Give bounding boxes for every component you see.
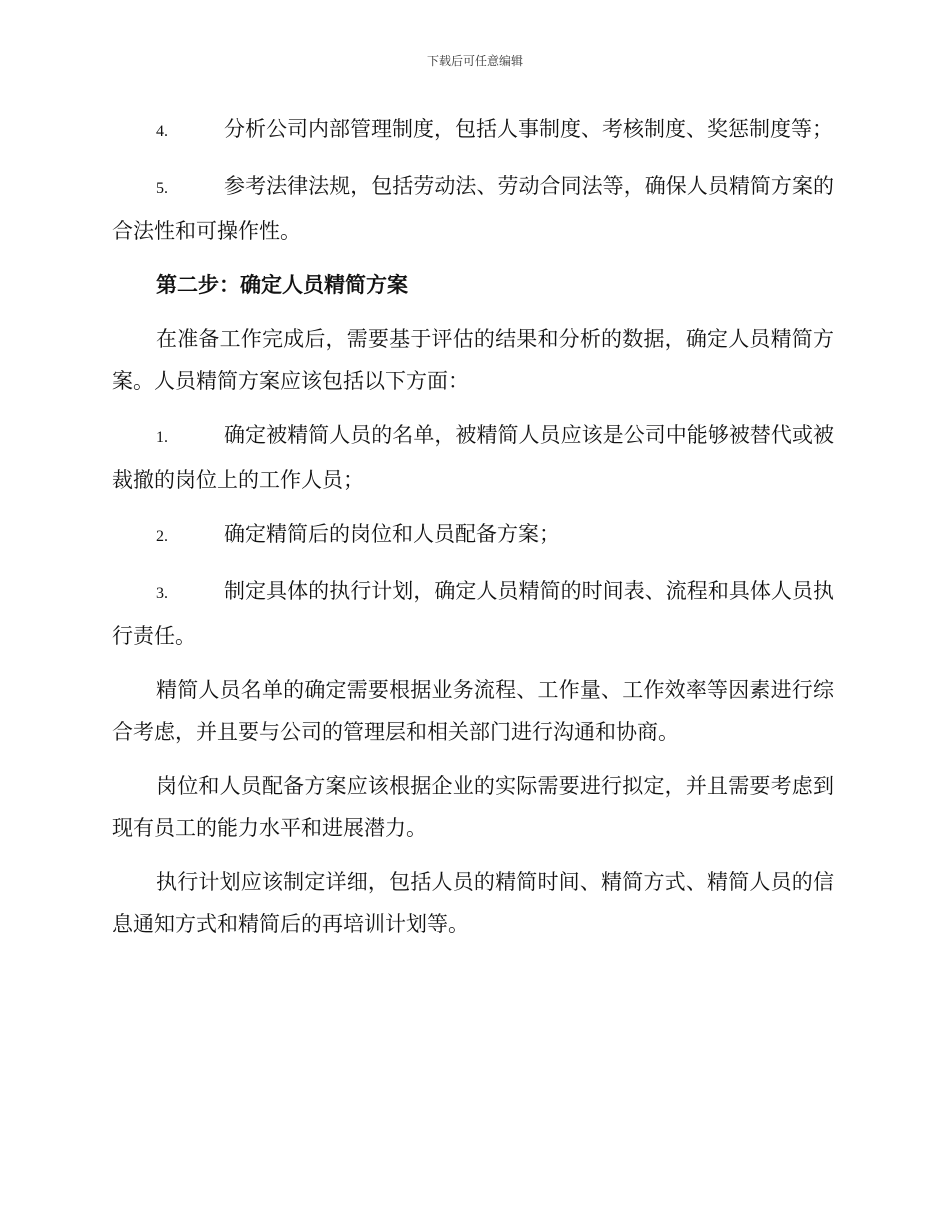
list-item xyxy=(112,513,834,558)
list-text: 确定被精简人员的名单，被精简人员应该是公司中能够被替代或被裁撤的岗位上的工作人员； xyxy=(112,423,834,492)
list-text: 分析公司内部管理制度，包括人事制度、考核制度、奖惩制度等； xyxy=(224,117,833,141)
list-number: 1. xyxy=(156,429,168,446)
section-heading: 第二步：确定人员精简方案 xyxy=(156,273,408,297)
list-text: 确定精简后的岗位和人员配备方案； xyxy=(224,522,560,546)
section-intro: 在准备工作完成后，需要基于评估的结果和分析的数据，确定人员精简方案。人员精简方案应该包括以下方面： xyxy=(112,327,834,393)
list-number: 2. xyxy=(156,528,168,545)
body-paragraph: 岗位和人员配备方案应该根据企业的实际需要进行拟定，并且需要考虑到现有员工的能力水平和进展潜力。 xyxy=(112,774,834,840)
list-number: 4. xyxy=(156,123,168,140)
list-number: 5. xyxy=(156,180,168,197)
list-item xyxy=(112,570,834,657)
list-item xyxy=(112,165,834,252)
body-paragraph: 执行计划应该制定详细，包括人员的精简时间、精简方式、精简人员的信息通知方式和精简后的再培训计划等。 xyxy=(112,870,834,936)
list-text: 参考法律法规，包括劳动法、劳动合同法等，确保人员精简方案的合法性和可操作性。 xyxy=(112,174,834,243)
list-text: 制定具体的执行计划，确定人员精简的时间表、流程和具体人员执行责任。 xyxy=(112,579,834,648)
body-paragraph: 精简人员名单的确定需要根据业务流程、工作量、工作效率等因素进行综合考虑，并且要与公司的管理层和相关部门进行沟通和协商。 xyxy=(112,678,834,744)
list-item xyxy=(112,414,834,501)
list-item xyxy=(112,108,834,153)
page-header: 下载后可任意编辑 xyxy=(426,54,523,68)
list-number: 3. xyxy=(156,585,168,602)
document-body xyxy=(112,108,834,957)
